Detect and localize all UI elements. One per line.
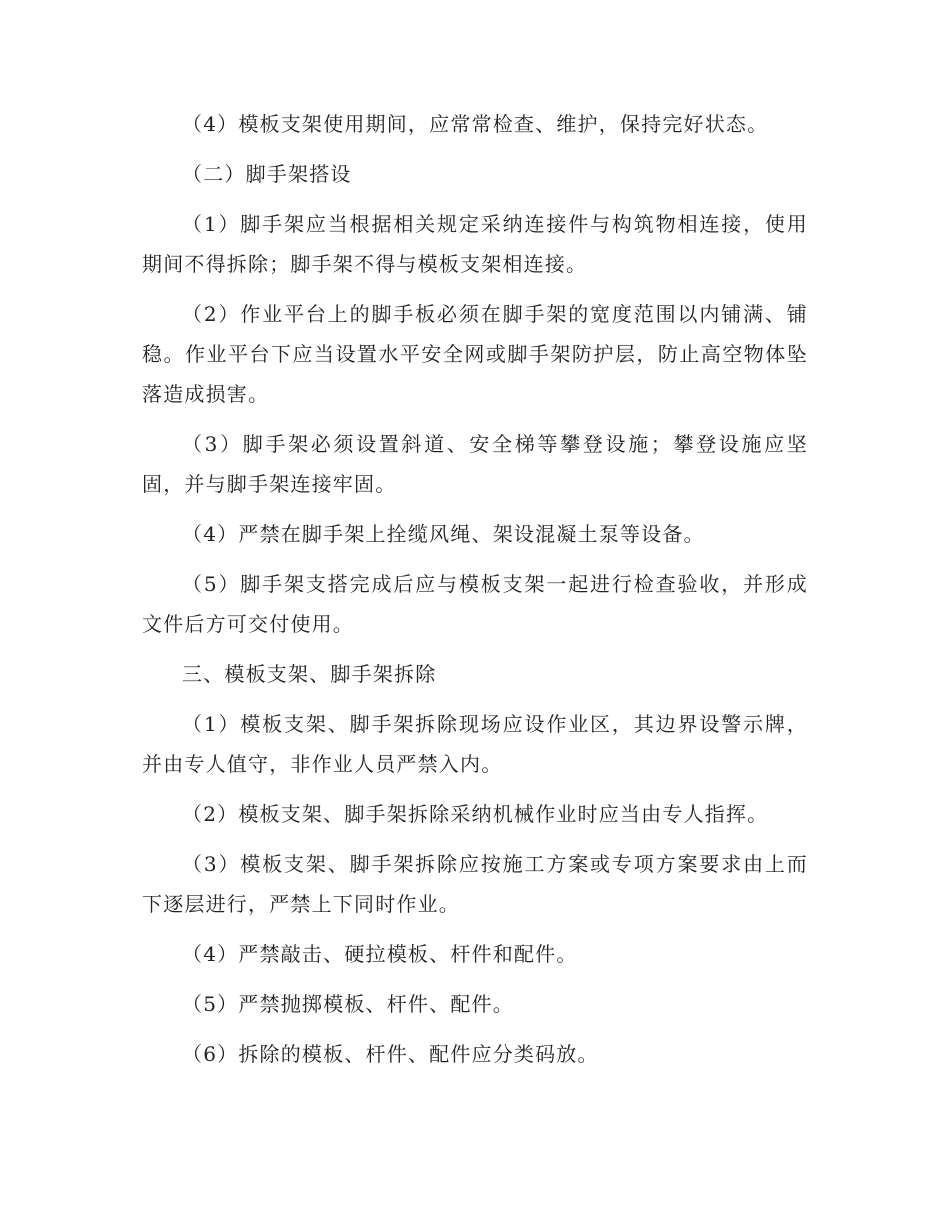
- paragraph-no-striking: （4）严禁敲击、硬拉模板、杆件和配件。: [182, 942, 578, 966]
- paragraph-prohibited-equipment: （4）严禁在脚手架上拴缆风绳、架设混凝土泵等设备。: [182, 522, 705, 546]
- paragraph-work-zone: （1）模板支架、脚手架拆除现场应设作业区，其边界设警示牌，并由专人值守，非作业人员严禁入内。: [142, 712, 808, 776]
- paragraph-sorted-stacking: （6）拆除的模板、杆件、配件应分类码放。: [182, 1042, 599, 1066]
- section-heading-dismantling: 三、模板支架、脚手架拆除: [182, 662, 437, 686]
- paragraph-work-platform: （2）作业平台上的脚手板必须在脚手架的宽度范围以内铺满、铺稳。作业平台下应当设置水平安全网或脚手架防护层，防止高空物体坠落造成损害。: [142, 302, 808, 406]
- paragraph-climbing-facilities: （3）脚手架必须设置斜道、安全梯等攀登设施；攀登设施应坚固，并与脚手架连接牢固。: [142, 432, 808, 496]
- paragraph-formwork-maintenance: （4）模板支架使用期间，应常常检查、维护，保持完好状态。: [182, 112, 769, 136]
- paragraph-no-throwing: （5）严禁抛掷模板、杆件、配件。: [182, 992, 514, 1016]
- paragraph-top-down-order: （3）模板支架、脚手架拆除应按施工方案或专项方案要求由上而下逐层进行，严禁上下同时作业。: [142, 852, 808, 916]
- section-heading-scaffold-erection: （二）脚手架搭设: [182, 162, 352, 186]
- document-body: [142, 104, 808, 1074]
- paragraph-scaffold-connection: （1）脚手架应当根据相关规定采纳连接件与构筑物相连接，使用期间不得拆除；脚手架不得与模板支架相连接。: [142, 212, 808, 276]
- paragraph-mechanical-command: （2）模板支架、脚手架拆除采纳机械作业时应当由专人指挥。: [182, 802, 769, 826]
- paragraph-inspection-acceptance: （5）脚手架支搭完成后应与模板支架一起进行检查验收，并形成文件后方可交付使用。: [142, 572, 808, 636]
